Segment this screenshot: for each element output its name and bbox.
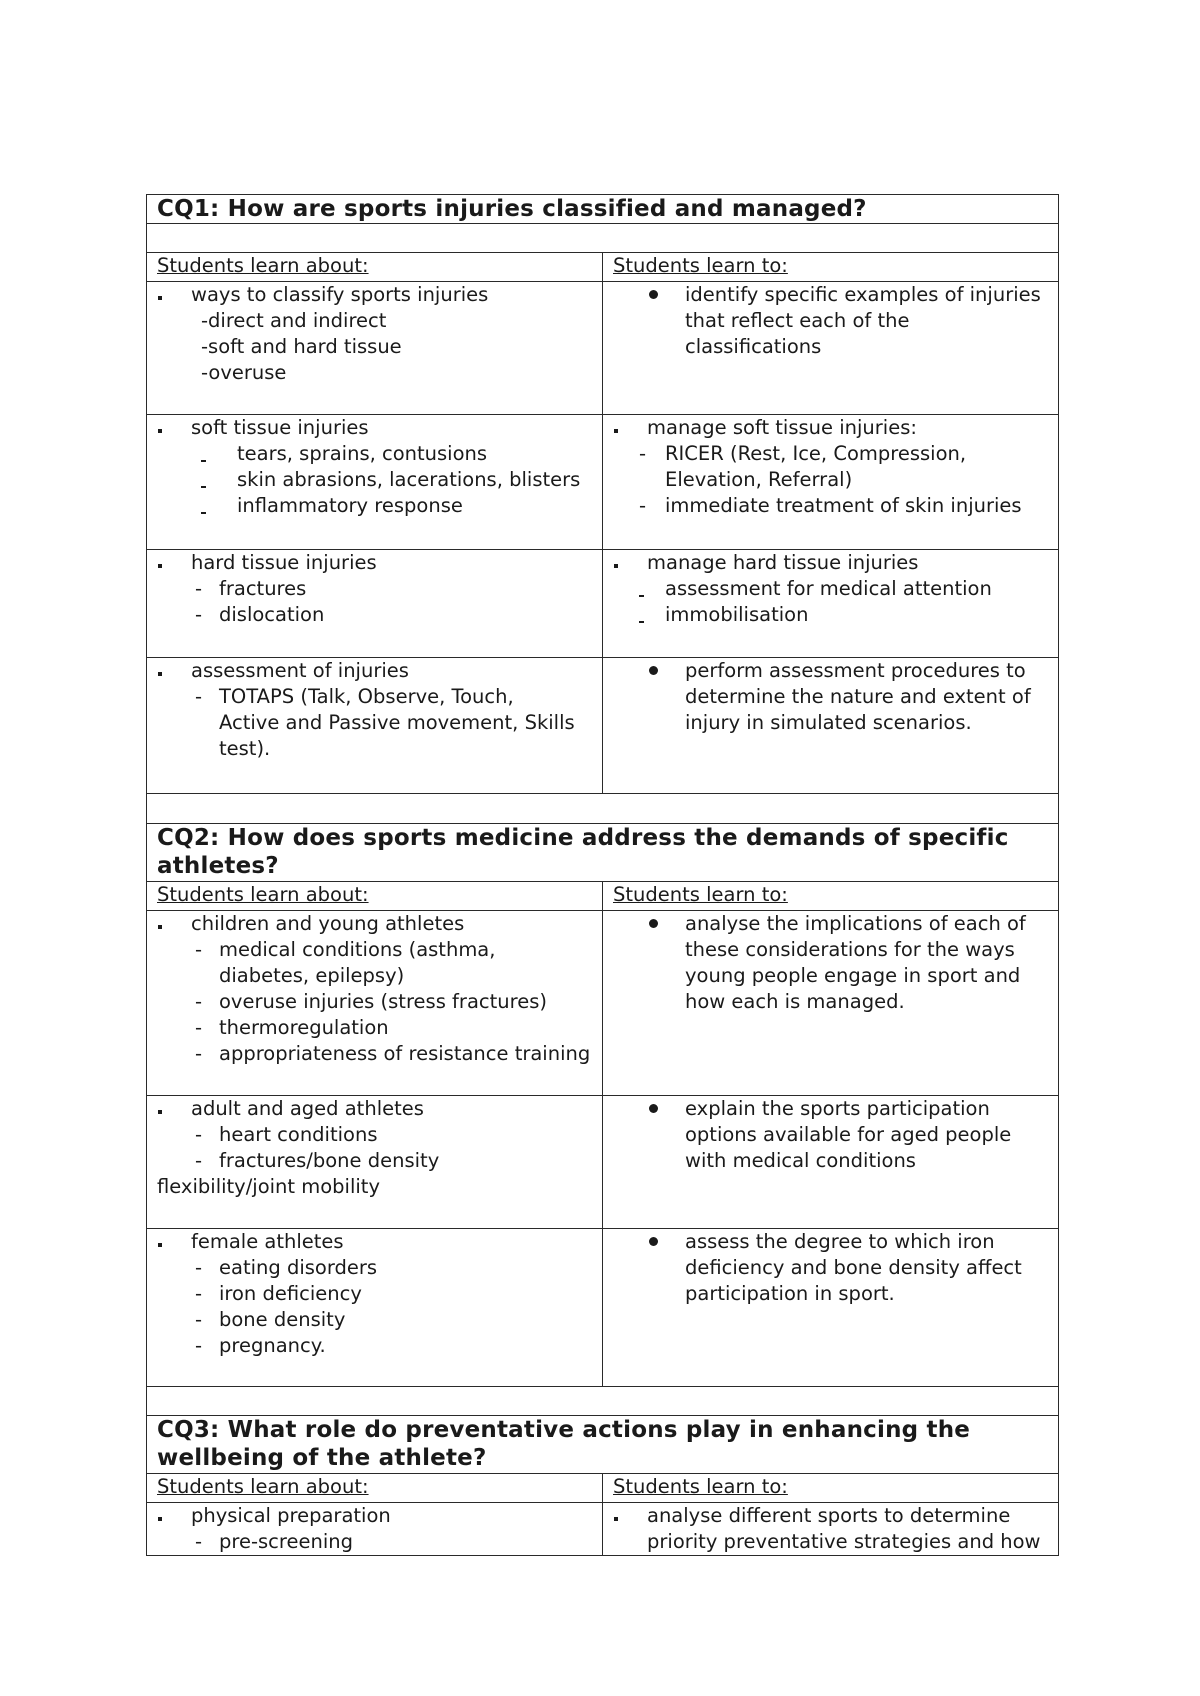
cq1-about-cell-4 xyxy=(147,658,603,794)
round-bullet-icon xyxy=(649,1104,658,1113)
learn-about-heading: Students learn about: xyxy=(147,882,603,911)
dash-icon: - xyxy=(639,494,647,517)
cq2-to-cell-3 xyxy=(603,1229,1059,1387)
list-item-continued: young people engage in sport and xyxy=(685,964,1021,987)
round-bullet-icon xyxy=(649,290,658,299)
list-item-continued: with medical conditions xyxy=(685,1149,916,1172)
square-bullet-icon xyxy=(158,296,162,300)
list-item-continued: these considerations for the ways xyxy=(685,938,1015,961)
spacer-row xyxy=(147,224,1059,253)
cq3-to-cell-1 xyxy=(603,1503,1059,1556)
spacer-row xyxy=(147,794,1059,824)
list-item: female athletes xyxy=(191,1230,344,1253)
cq2-title-line-1: CQ2: How does sports medicine address the demands of specific xyxy=(157,825,1009,851)
cq2-title-cell xyxy=(147,824,1059,882)
square-bullet-icon xyxy=(614,564,618,568)
list-item: -soft and hard tissue xyxy=(201,335,402,358)
cq1-about-cell-1 xyxy=(147,282,603,415)
list-item-continued: priority preventative strategies and how xyxy=(647,1530,1041,1553)
cq2-about-cell-3 xyxy=(147,1229,603,1387)
list-item-continued: how each is managed. xyxy=(685,990,905,1013)
cq1-title-cell xyxy=(147,195,1059,224)
dash-icon: - xyxy=(195,1042,203,1065)
cq1-about-cell-3 xyxy=(147,550,603,658)
dash-icon: - xyxy=(195,1308,203,1331)
sub-item: heart conditions xyxy=(219,1123,378,1146)
sub-item: immediate treatment of skin injuries xyxy=(665,494,1022,517)
dash-icon: - xyxy=(195,938,203,961)
list-item: analyse the implications of each of xyxy=(685,912,1026,935)
cq1-title: CQ1: How are sports injuries classified and managed? xyxy=(157,196,867,222)
round-bullet-icon xyxy=(649,666,658,675)
cq3-about-cell-1 xyxy=(147,1503,603,1556)
cq3-title-line-1: CQ3: What role do preventative actions play in enhancing the xyxy=(157,1417,971,1443)
list-item: identify specific examples of injuries xyxy=(685,283,1041,306)
sub-item: fractures xyxy=(219,577,307,600)
learn-to-heading: Students learn to: xyxy=(603,253,1059,282)
list-item-continued: options available for aged people xyxy=(685,1123,1012,1146)
list-item: ways to classify sports injuries xyxy=(191,283,489,306)
dash-icon: - xyxy=(639,442,647,465)
sub-item: bone density xyxy=(219,1308,346,1331)
small-dash-icon xyxy=(639,621,644,623)
dash-icon: - xyxy=(195,1149,203,1172)
sub-item: appropriateness of resistance training xyxy=(219,1042,591,1065)
square-bullet-icon xyxy=(158,925,162,929)
sub-item: tears, sprains, contusions xyxy=(237,442,488,465)
sub-item: thermoregulation xyxy=(219,1016,389,1039)
sub-item-continued: Elevation, Referral) xyxy=(665,468,853,491)
list-item: adult and aged athletes xyxy=(191,1097,424,1120)
cq1-to-cell-3 xyxy=(603,550,1059,658)
sub-item: iron deficiency xyxy=(219,1282,362,1305)
dash-icon: - xyxy=(195,577,203,600)
cq3-title-line-2: wellbeing of the athlete? xyxy=(157,1445,487,1471)
dash-icon: - xyxy=(195,603,203,626)
cq2-about-cell-2 xyxy=(147,1096,603,1229)
square-bullet-icon xyxy=(158,672,162,676)
sub-item: eating disorders xyxy=(219,1256,378,1279)
sub-item: medical conditions (asthma, xyxy=(219,938,496,961)
cq2-title-line-2: athletes? xyxy=(157,853,279,879)
cq3-title-cell xyxy=(147,1416,1059,1474)
learn-about-heading: Students learn about: xyxy=(147,1474,603,1503)
dash-icon: - xyxy=(195,1334,203,1357)
sub-item: pre-screening xyxy=(219,1530,353,1553)
small-dash-icon xyxy=(201,460,206,462)
square-bullet-icon xyxy=(614,429,618,433)
list-item-continued: participation in sport. xyxy=(685,1282,895,1305)
syllabus-table xyxy=(146,194,1059,1556)
list-item: -overuse xyxy=(201,361,287,384)
list-item-continued: injury in simulated scenarios. xyxy=(685,711,972,734)
list-item: manage soft tissue injuries: xyxy=(647,416,917,439)
sub-item: pregnancy. xyxy=(219,1334,326,1357)
sub-item: TOTAPS (Talk, Observe, Touch, xyxy=(219,685,514,708)
round-bullet-icon xyxy=(649,919,658,928)
list-item: physical preparation xyxy=(191,1504,391,1527)
square-bullet-icon xyxy=(158,1243,162,1247)
cq1-about-cell-2 xyxy=(147,415,603,550)
dash-icon: - xyxy=(195,1256,203,1279)
sub-item-continued: Active and Passive movement, Skills xyxy=(219,711,575,734)
cq2-to-cell-2 xyxy=(603,1096,1059,1229)
learn-to-heading: Students learn to: xyxy=(603,1474,1059,1503)
cq2-about-cell-1 xyxy=(147,911,603,1096)
small-dash-icon xyxy=(201,486,206,488)
sub-item: assessment for medical attention xyxy=(665,577,992,600)
square-bullet-icon xyxy=(158,429,162,433)
square-bullet-icon xyxy=(158,564,162,568)
list-item: assess the degree to which iron xyxy=(685,1230,995,1253)
small-dash-icon xyxy=(201,512,206,514)
square-bullet-icon xyxy=(158,1517,162,1521)
cq1-to-cell-4 xyxy=(603,658,1059,794)
list-item: soft tissue injuries xyxy=(191,416,369,439)
dash-icon: - xyxy=(195,1016,203,1039)
list-item: children and young athletes xyxy=(191,912,465,935)
dash-icon: - xyxy=(195,1282,203,1305)
list-item: hard tissue injuries xyxy=(191,551,377,574)
spacer-row xyxy=(147,1387,1059,1416)
sub-item: fractures/bone density xyxy=(219,1149,440,1172)
list-item-text: flexibility/joint mobility xyxy=(157,1175,380,1198)
list-item-continued: deficiency and bone density affect xyxy=(685,1256,1022,1279)
cq1-to-cell-2 xyxy=(603,415,1059,550)
cq1-to-cell-1 xyxy=(603,282,1059,415)
list-item: analyse different sports to determine xyxy=(647,1504,1011,1527)
square-bullet-icon xyxy=(614,1517,618,1521)
list-item: -direct and indirect xyxy=(201,309,387,332)
sub-item: skin abrasions, lacerations, blisters xyxy=(237,468,581,491)
square-bullet-icon xyxy=(158,1110,162,1114)
sub-item-continued: test). xyxy=(219,737,271,760)
cq2-to-cell-1 xyxy=(603,911,1059,1096)
dash-icon: - xyxy=(195,1123,203,1146)
learn-about-heading: Students learn about: xyxy=(147,253,603,282)
round-bullet-icon xyxy=(649,1237,658,1246)
list-item-continued: determine the nature and extent of xyxy=(685,685,1031,708)
list-item-continued: classifications xyxy=(685,335,822,358)
learn-to-heading: Students learn to: xyxy=(603,882,1059,911)
dash-icon: - xyxy=(195,685,203,708)
list-item-continued: that reflect each of the xyxy=(685,309,910,332)
list-item: explain the sports participation xyxy=(685,1097,990,1120)
sub-item: dislocation xyxy=(219,603,325,626)
sub-item: overuse injuries (stress fractures) xyxy=(219,990,547,1013)
dash-icon: - xyxy=(195,990,203,1013)
list-item: assessment of injuries xyxy=(191,659,409,682)
sub-item: immobilisation xyxy=(665,603,809,626)
list-item: perform assessment procedures to xyxy=(685,659,1026,682)
list-item: manage hard tissue injuries xyxy=(647,551,919,574)
sub-item: inflammatory response xyxy=(237,494,463,517)
sub-item-continued: diabetes, epilepsy) xyxy=(219,964,405,987)
sub-item: RICER (Rest, Ice, Compression, xyxy=(665,442,967,465)
small-dash-icon xyxy=(639,595,644,597)
dash-icon: - xyxy=(195,1530,203,1553)
